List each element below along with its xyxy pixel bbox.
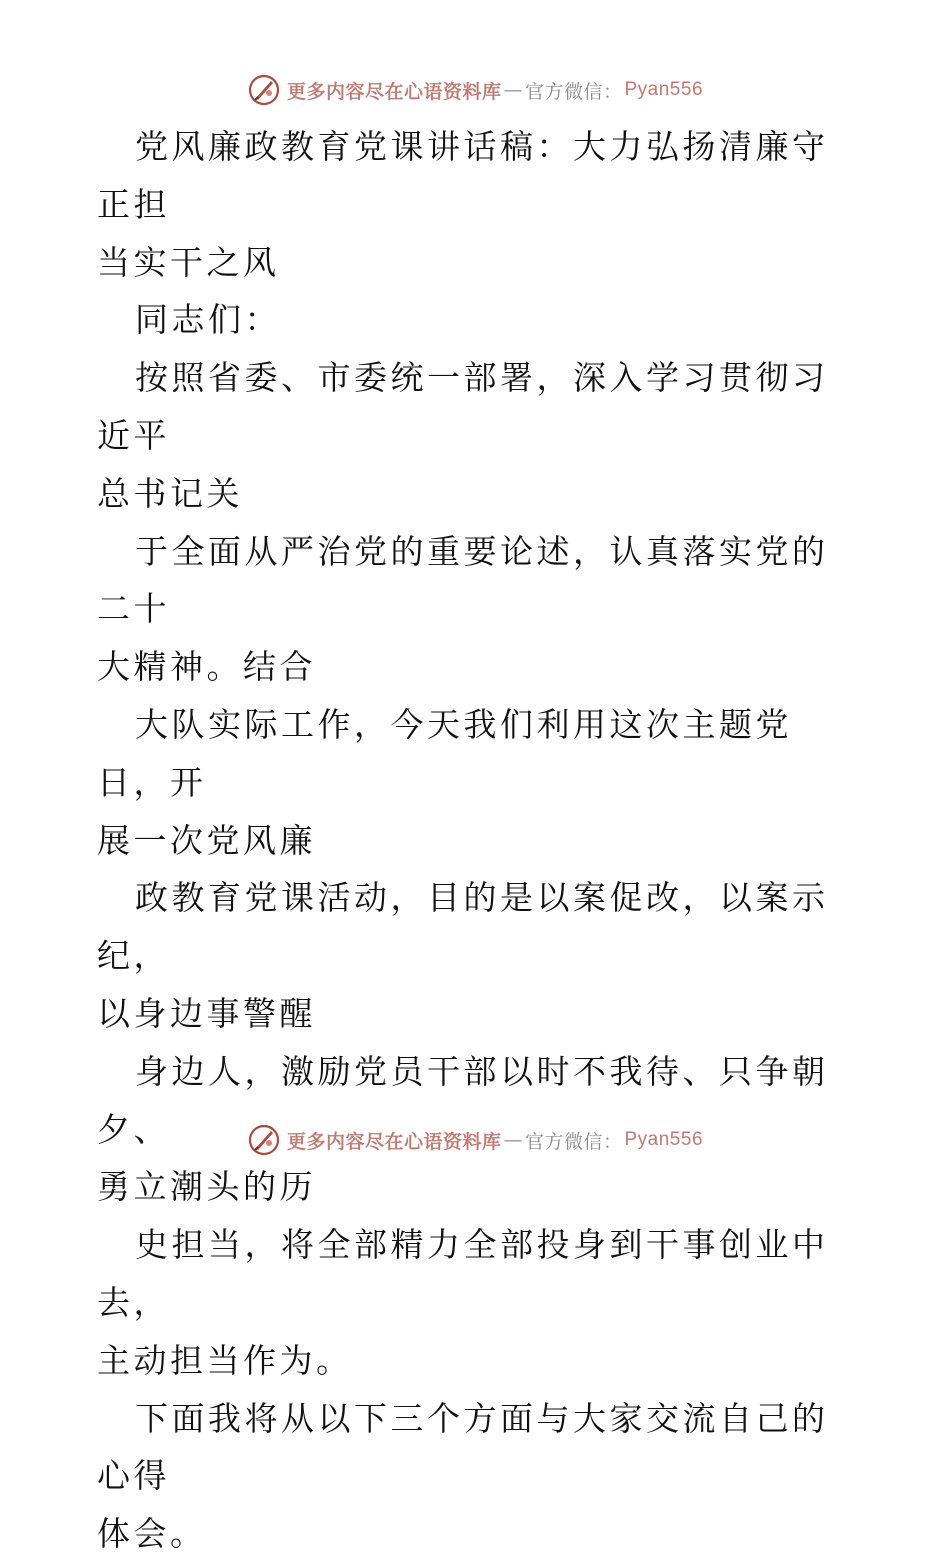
body-paragraph: 史担当，将全部精力全部投身到干事创业中去， 主动担当作为。: [97, 1225, 829, 1380]
banner-wechat-label: 官方微信：: [524, 1130, 623, 1153]
banner-brand-text: 更多内容尽在心语资料库: [286, 80, 502, 103]
body-paragraph: 于全面从严治党的重要论述，认真落实党的二十 大精神。结合: [97, 531, 829, 687]
banner-wechat-id: Pyan556: [624, 1129, 704, 1150]
quill-pen-logo-icon: [247, 73, 281, 107]
banner-dash: —: [503, 1129, 523, 1151]
footer-banner: [0, 1120, 950, 1160]
body-paragraph: 下面我将从以下三个方面与大家交流自己的心得 体会。: [97, 1398, 829, 1554]
quill-pen-logo-icon: [247, 1123, 281, 1157]
salutation: 同志们：: [135, 300, 281, 340]
body-paragraph: 大队实际工作，今天我们利用这次主题党日，开 展一次党风廉: [97, 704, 792, 860]
banner-dash: —: [503, 79, 523, 101]
banner-wechat-id: Pyan556: [624, 79, 704, 100]
body-paragraph: 身边人，激励党员干部以时不我待、只争朝夕、 勇立潮头的历: [97, 1051, 829, 1207]
document-title: 党风廉政教育党课讲话稿：大力弘扬清廉守正担 当实干之风: [97, 127, 829, 282]
body-paragraph: 政教育党课活动，目的是以案促改，以案示纪， 以身边事警醒: [97, 878, 829, 1033]
body-paragraph: 按照省委、市委统一部署，深入学习贯彻习近平 总书记关: [97, 358, 829, 513]
header-banner: [0, 70, 950, 110]
document-body: [97, 118, 857, 1563]
banner-wechat-label: 官方微信：: [524, 80, 623, 103]
banner-brand-text: 更多内容尽在心语资料库: [286, 1130, 502, 1153]
